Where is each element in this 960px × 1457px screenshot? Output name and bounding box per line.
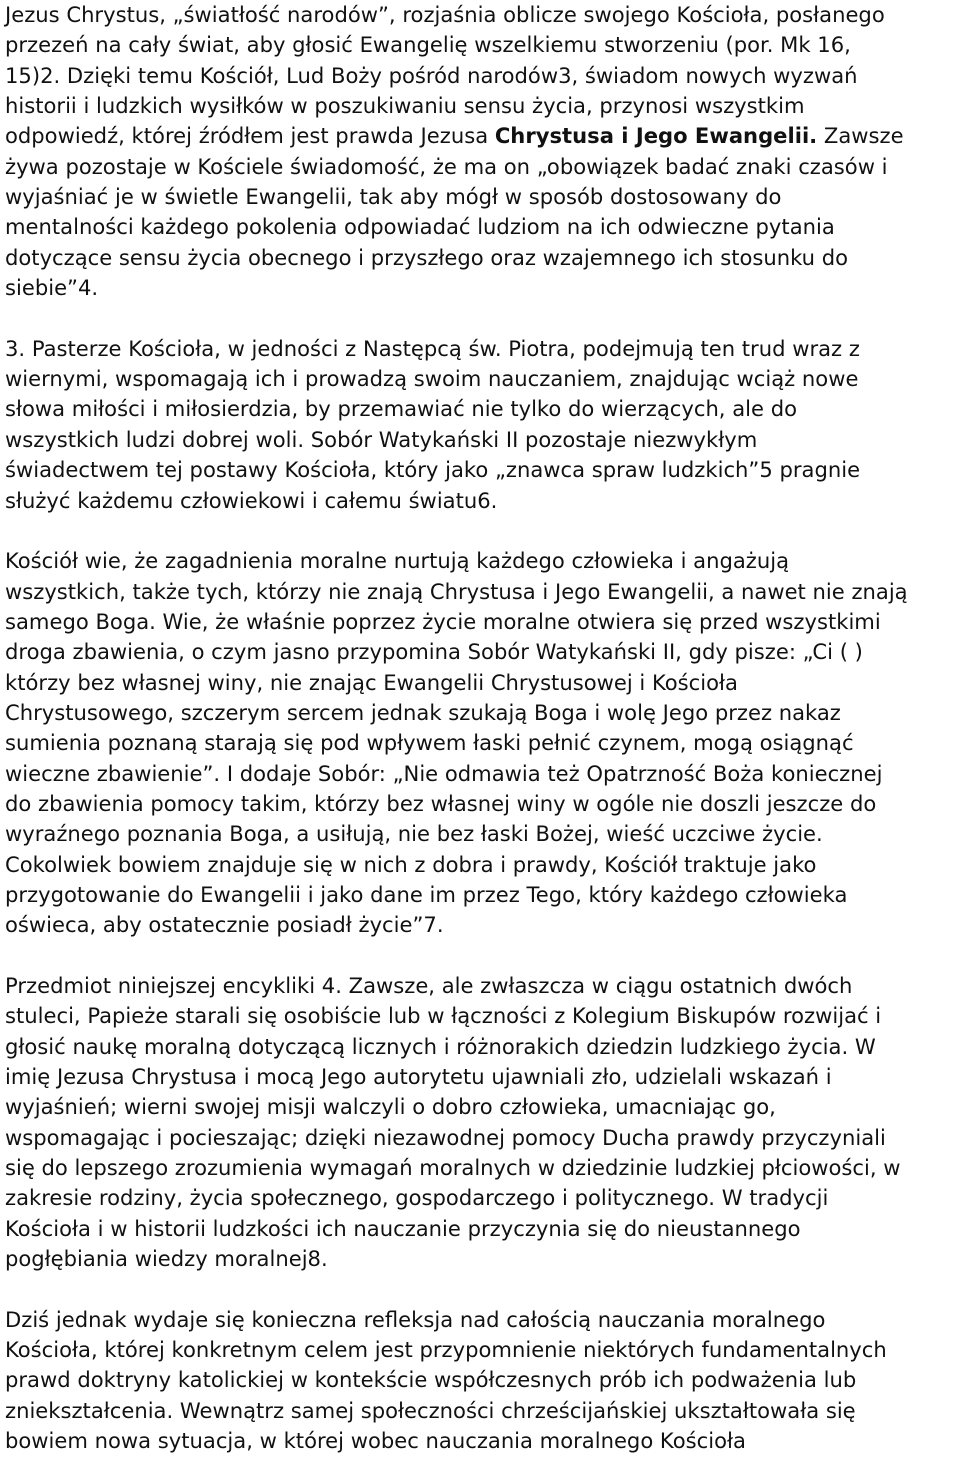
text-line: dotyczące sensu życia obecnego i przyszłego oraz wzajemnego ich stosunku do (5, 244, 849, 270)
text-line: samego Boga. Wie, że właśnie poprzez życie moralne otwiera się przed wszystkimi (5, 608, 881, 634)
text-line: sumienia poznaną starają się pod wpływem łaski pełnić czynem, mogą osiągnąć (5, 730, 854, 756)
text-line: Kościoła i w historii ludzkości ich nauczanie przyczynia się do nieustannego (5, 1215, 801, 1241)
text-line: siebie”4. (5, 275, 99, 301)
text-line: historii i ludzkich wysiłków w poszukiwaniu sensu życia, przynosi wszystkim (5, 93, 805, 119)
text-line: wszystkich, także tych, którzy nie znają Chrystusa i Jego Ewangelii, a nawet nie znają (5, 578, 908, 604)
text-line: 3. Pasterze Kościoła, w jedności z Następcą św. Piotra, podejmują ten trud wraz z (5, 335, 860, 361)
text-line: Jezus Chrystus, „światłość narodów”, rozjaśnia oblicze swojego Kościoła, posłanego (5, 2, 885, 27)
text-line: zniekształcenia. Wewnątrz samej społeczności chrześcijańskiej ukształtowała się (5, 1397, 856, 1423)
text-line: prawd doktryny katolickiej w kontekście współczesnych prób ich podważenia lub (5, 1367, 857, 1393)
text-line: wiernymi, wspomagają ich i prowadzą swoim nauczaniem, znajdując wciąż nowe (5, 366, 859, 392)
text-line: wyjaśniać je w świetle Ewangelii, tak aby mógł w sposób dostosowany do (5, 184, 782, 210)
text-line: wyraźnego poznania Boga, a usiłują, nie bez łaski Bożej, wieść uczciwe życie. (5, 821, 823, 847)
document-body (5, 0, 957, 1457)
paragraph-encyclical-subject (5, 971, 957, 1274)
text-line: żywa pozostaje w Kościele świadomość, że ma on „obowiązek badać znaki czasów i (5, 153, 888, 179)
text-line: którzy bez własnej winy, nie znając Ewangelii Chrystusowej i Kościoła (5, 669, 738, 695)
text-line: pogłębiania wiedzy moralnej8. (5, 1246, 328, 1272)
text-line: służyć każdemu człowiekowi i całemu światu6. (5, 487, 498, 513)
text-line: 15)2. Dzięki temu Kościół, Lud Boży pośród narodów3, świadom nowych wyzwań (5, 62, 858, 88)
text-line: wspomagając i pocieszając; dzięki niezawodnej pomocy Ducha prawdy przyczyniali (5, 1124, 886, 1150)
text-line: wieczne zbawienie”. I dodaje Sobór: „Nie odmawia też Opatrzność Boża koniecznej (5, 760, 883, 786)
paragraph-spacer (5, 941, 957, 971)
text-line: zakresie rodziny, życia społecznego, gospodarczego i politycznego. W tradycji (5, 1185, 829, 1211)
text-line: świadectwem tej postawy Kościoła, który jako „znawca spraw ludzkich”5 pragnie (5, 457, 861, 483)
text-line: odpowiedź, której źródłem jest prawda Jezusa Chrystusa i Jego Ewangelii. Zawsze (5, 123, 904, 149)
text-line: wszystkich ludzi dobrej woli. Sobór Watykański II pozostaje niezwykłym (5, 426, 758, 452)
text-line: przezeń na cały świat, aby głosić Ewangelię wszelkiemu stworzeniu (por. Mk 16, (5, 32, 851, 58)
text-line: Kościół wie, że zagadnienia moralne nurtują każdego człowieka i angażują (5, 548, 790, 574)
emphasis-text: Chrystusa i Jego Ewangelii. (494, 123, 818, 149)
text-line: mentalności każdego pokolenia odpowiadać ludziom na ich odwieczne pytania (5, 214, 835, 240)
text-line: stuleci, Papieże starali się osobiście lub w łączności z Kolegium Biskupów rozwijać i (5, 1003, 882, 1029)
text-line: wyjaśnień; wierni swojej misji walczyli o dobro człowieka, umacniając go, (5, 1094, 776, 1120)
text-line: do zbawienia pomocy takim, którzy bez własnej winy w ogóle nie doszli jeszcze do (5, 790, 877, 816)
text-line: Chrystusowego, szczerym sercem jednak szukają Boga i wolę Jego przez nakaz (5, 699, 841, 725)
paragraph-spacer (5, 1274, 957, 1304)
text-line: droga zbawienia, o czym jasno przypomina Sobór Watykański II, gdy pisze: „Ci ( ) (5, 639, 863, 665)
text-line: imię Jezusa Chrystusa i mocą Jego autorytetu ujawniali zło, udzielali wskazań i (5, 1064, 832, 1090)
paragraph-spacer (5, 516, 957, 546)
text-line: Cokolwiek bowiem znajduje się w nich z dobra i prawdy, Kościół traktuje jako (5, 851, 817, 877)
paragraph-moral-questions (5, 546, 957, 940)
text-line: Kościoła, której konkretnym celem jest przypomnienie niektórych fundamentalnych (5, 1337, 887, 1363)
text-line: bowiem nowa sytuacja, w której wobec nauczania moralnego Kościoła (5, 1428, 746, 1454)
text-line: Dziś jednak wydaje się konieczna refleksja nad całością nauczania moralnego (5, 1306, 826, 1332)
paragraph-reflection (5, 1305, 957, 1457)
text-line: się do lepszego zrozumienia wymagań moralnych w dziedzinie ludzkiej płciowości, w (5, 1155, 901, 1181)
paragraph-spacer (5, 303, 957, 333)
paragraph-intro (5, 0, 957, 303)
text-line: głosić naukę moralną dotyczącą licznych i różnorakich dziedzin ludzkiego życia. W (5, 1033, 876, 1059)
text-line: przygotowanie do Ewangelii i jako dane im przez Tego, który każdego człowieka (5, 881, 848, 907)
text-line: oświeca, aby ostatecznie posiadł życie”7. (5, 912, 444, 938)
text-line: słowa miłości i miłosierdzia, by przemawiać nie tylko do wierzących, ale do (5, 396, 797, 422)
paragraph-shepherds (5, 334, 957, 516)
text-line: Przedmiot niniejszej encykliki 4. Zawsze, ale zwłaszcza w ciągu ostatnich dwóch (5, 973, 853, 998)
